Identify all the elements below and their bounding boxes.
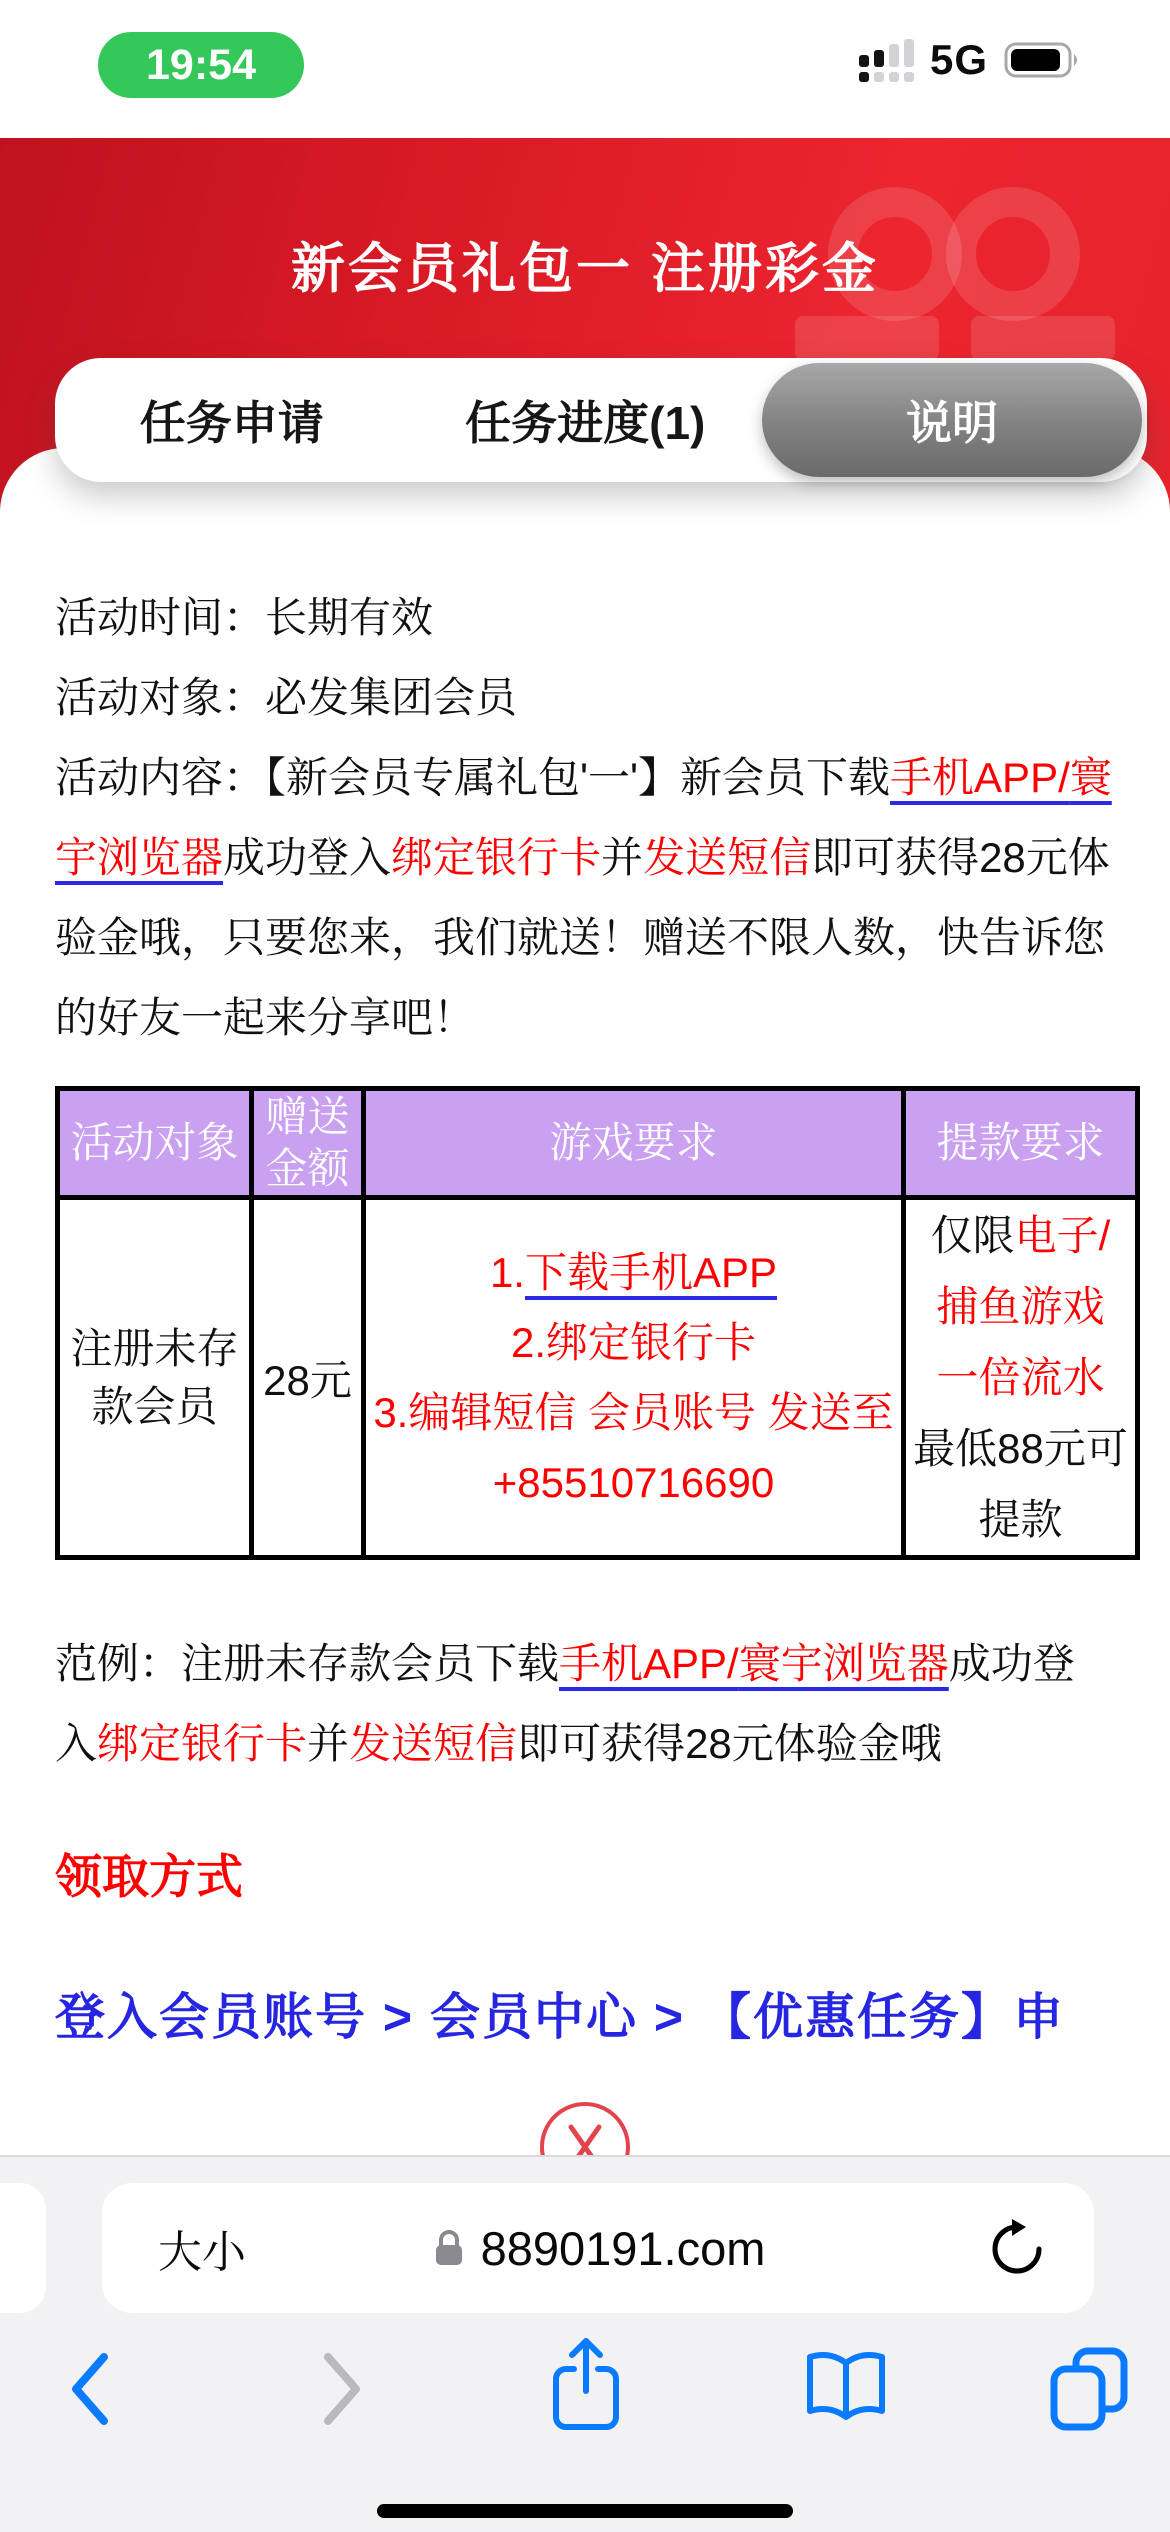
header-activity-target: 活动对象 (58, 1089, 252, 1198)
example-app-link[interactable]: 手机APP/ (559, 1640, 739, 1687)
table-header-row (58, 1089, 1138, 1198)
promo-table (55, 1086, 1140, 1560)
tab-task-progress[interactable]: 任务进度(1) (465, 397, 706, 449)
header-gift-amount: 赠送金额 (252, 1089, 364, 1198)
chevron-right-icon[interactable] (318, 2349, 366, 2429)
reload-icon[interactable] (988, 2217, 1046, 2279)
url-center-group (102, 2221, 1094, 2276)
activity-target-line: 活动对象：必发集团会员 (55, 674, 518, 721)
lock-icon (431, 2226, 467, 2270)
example-text-4: 即可获得28元体验金哦 (517, 1720, 942, 1767)
example-text-3: 并 (307, 1720, 350, 1767)
withdraw-turnover-red: 一倍流水 (936, 1354, 1105, 1401)
content-text-1: 活动内容：【新会员专属礼包'一'】新会员下载 (55, 754, 891, 801)
cell-game-requirement (364, 1198, 904, 1558)
claim-path-link[interactable]: 登入会员账号 > 会员中心 > 【优惠任务】申 (55, 1989, 1065, 2045)
header-game-requirement: 游戏要求 (364, 1089, 904, 1198)
promo-tab-bar (55, 358, 1147, 482)
url-text: 8890191.com (480, 2221, 766, 2275)
example-browser-link[interactable]: 寰宇浏览器 (738, 1640, 949, 1687)
content-text-3: 并 (601, 834, 644, 881)
example-paragraph (55, 1624, 1115, 1784)
withdraw-min-1: 最低88元可 (913, 1425, 1128, 1472)
dual-sim-signal-icon (859, 39, 914, 82)
game-step3: 3.编辑短信 会员账号 发送至 (373, 1388, 894, 1436)
cell-target: 注册未存款会员 (58, 1198, 252, 1558)
home-indicator[interactable] (377, 2504, 793, 2518)
withdraw-games-red-1: 电子/ (1014, 1212, 1111, 1259)
page-title: 新会员礼包一 注册彩金 (290, 239, 879, 299)
withdraw-min-2: 提款 (978, 1496, 1063, 1543)
withdraw-games-red-2: 捕鱼游戏 (936, 1283, 1105, 1330)
safari-toolbar (0, 2327, 1170, 2487)
browser-link[interactable]: 寰宇浏览器 (55, 754, 1112, 881)
content-text-4: 即可获得28元体验金哦，只要您来，我们就送！赠送不限人数，快告诉您的好友一起来分享吧！ (55, 834, 1110, 1041)
example-text-2: 成功登入 (55, 1640, 1075, 1767)
game-step1-number: 1. (489, 1248, 525, 1296)
cell-amount: 28元 (252, 1198, 364, 1558)
example-text-1: 范例：注册未存款会员下载 (55, 1640, 560, 1687)
status-right-cluster (859, 36, 1086, 84)
network-type-label: 5G (929, 36, 988, 83)
tab-task-apply[interactable]: 任务申请 (139, 397, 324, 449)
url-bar[interactable] (102, 2183, 1094, 2313)
game-step1-link[interactable]: 下载手机APP (524, 1248, 778, 1296)
game-step2: 2.绑定银行卡 (510, 1318, 757, 1366)
activity-time-line: 活动时间：长期有效 (55, 594, 434, 641)
content-text-2: 成功登入 (223, 834, 392, 881)
text-size-button[interactable]: 大小 (158, 2228, 246, 2277)
share-icon[interactable] (548, 2335, 624, 2435)
example-bind-card: 绑定银行卡 (97, 1720, 308, 1767)
example-send-sms: 发送短信 (349, 1720, 518, 1767)
send-sms-highlight: 发送短信 (643, 834, 812, 881)
book-icon[interactable] (800, 2349, 892, 2429)
cell-withdraw-requirement (904, 1198, 1138, 1558)
claim-method-heading: 领取方式 (55, 1850, 243, 1903)
previous-tab-peek[interactable] (0, 2183, 46, 2313)
battery-icon (1004, 39, 1086, 81)
header-withdraw-requirement: 提款要求 (904, 1089, 1138, 1198)
safari-bottom-bar (0, 2155, 1170, 2532)
mobile-app-link[interactable]: 手机APP/ (890, 754, 1070, 801)
bind-card-highlight: 绑定银行卡 (391, 834, 602, 881)
table-row (58, 1198, 1138, 1558)
game-step3-phone: +85510716690 (492, 1458, 775, 1506)
withdraw-only-label: 仅限 (930, 1212, 1015, 1259)
tab-instructions-selected[interactable]: 说明 (762, 363, 1142, 477)
status-bar (0, 0, 1170, 138)
tabs-icon[interactable] (1046, 2345, 1132, 2431)
chevron-left-icon[interactable] (66, 2349, 114, 2429)
activity-content-paragraph (55, 738, 1115, 1058)
status-time-pill[interactable]: 19:54 (98, 32, 304, 98)
